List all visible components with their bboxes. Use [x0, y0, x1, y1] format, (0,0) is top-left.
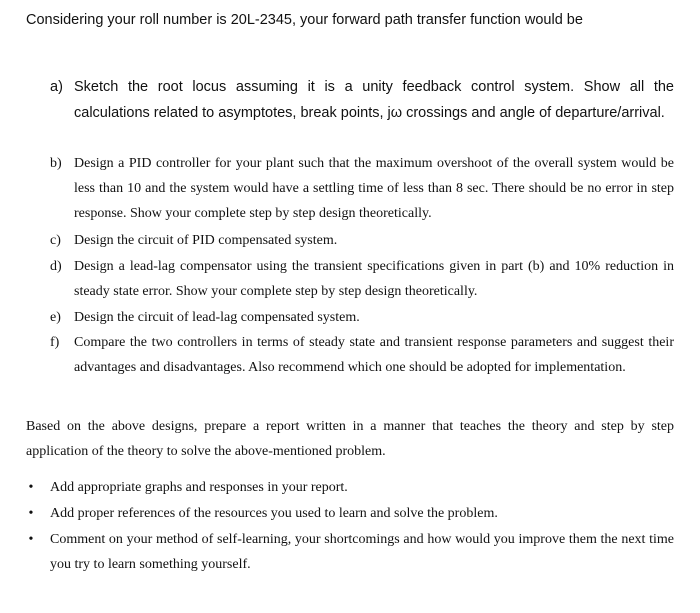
- intro-text: Considering your roll number is 20L-2345, your forward path transfer function would be: [26, 12, 583, 28]
- question-text: Design a PID controller for your plant such that the maximum overshoot of the overall system would be less than 10 and the system would have a settling time of less than 8 sec. There should be no error in step response. Show your complete step by step design theoretically.: [74, 156, 674, 221]
- question-text: Compare the two controllers in terms of steady state and transient response parameters and suggest their advantages and disadvantages. Also recommend which one should be adopted for implementation.: [74, 335, 674, 375]
- bullet-item: [26, 527, 674, 577]
- bullet-item: [26, 475, 674, 500]
- bullet-dot: •: [28, 532, 34, 547]
- bullet-text: Comment on your method of self-learning, your shortcomings and how would you improve them the next time you try to learn something yourself.: [50, 532, 674, 572]
- question-label: f): [50, 335, 60, 350]
- question-e: [50, 305, 674, 330]
- report-paragraph: Based on the above designs, prepare a report written in a manner that teaches the theory and step by step application of the theory to solve the above-mentioned problem.: [26, 419, 674, 459]
- question-label: c): [50, 233, 61, 248]
- question-text: Design the circuit of lead-lag compensated system.: [74, 310, 360, 325]
- bullet-text: Add proper references of the resources you used to learn and solve the problem.: [50, 506, 498, 521]
- bullet-dot: •: [28, 480, 34, 495]
- question-f: [50, 330, 674, 380]
- question-label: b): [50, 156, 62, 171]
- bullet-text: Add appropriate graphs and responses in your report.: [50, 480, 348, 495]
- question-a: [50, 74, 674, 126]
- question-b: [50, 151, 674, 226]
- question-text: Design the circuit of PID compensated system.: [74, 233, 338, 248]
- question-label: d): [50, 259, 62, 274]
- question-label: e): [50, 310, 61, 325]
- bullet-item: [26, 501, 674, 526]
- question-c: [50, 228, 674, 253]
- question-d: [50, 254, 674, 304]
- bullet-dot: •: [28, 506, 34, 521]
- question-text: Design a lead-lag compensator using the transient specifications given in part (b) and 10% reduction in steady state error. Show your complete step by step design theoretically.: [74, 259, 674, 299]
- question-text: Sketch the root locus assuming it is a unity feedback control system. Show all the calculations related to asymptotes, break points, jω crossings and angle of departure/arrival.: [74, 79, 674, 121]
- question-label: a): [50, 79, 63, 95]
